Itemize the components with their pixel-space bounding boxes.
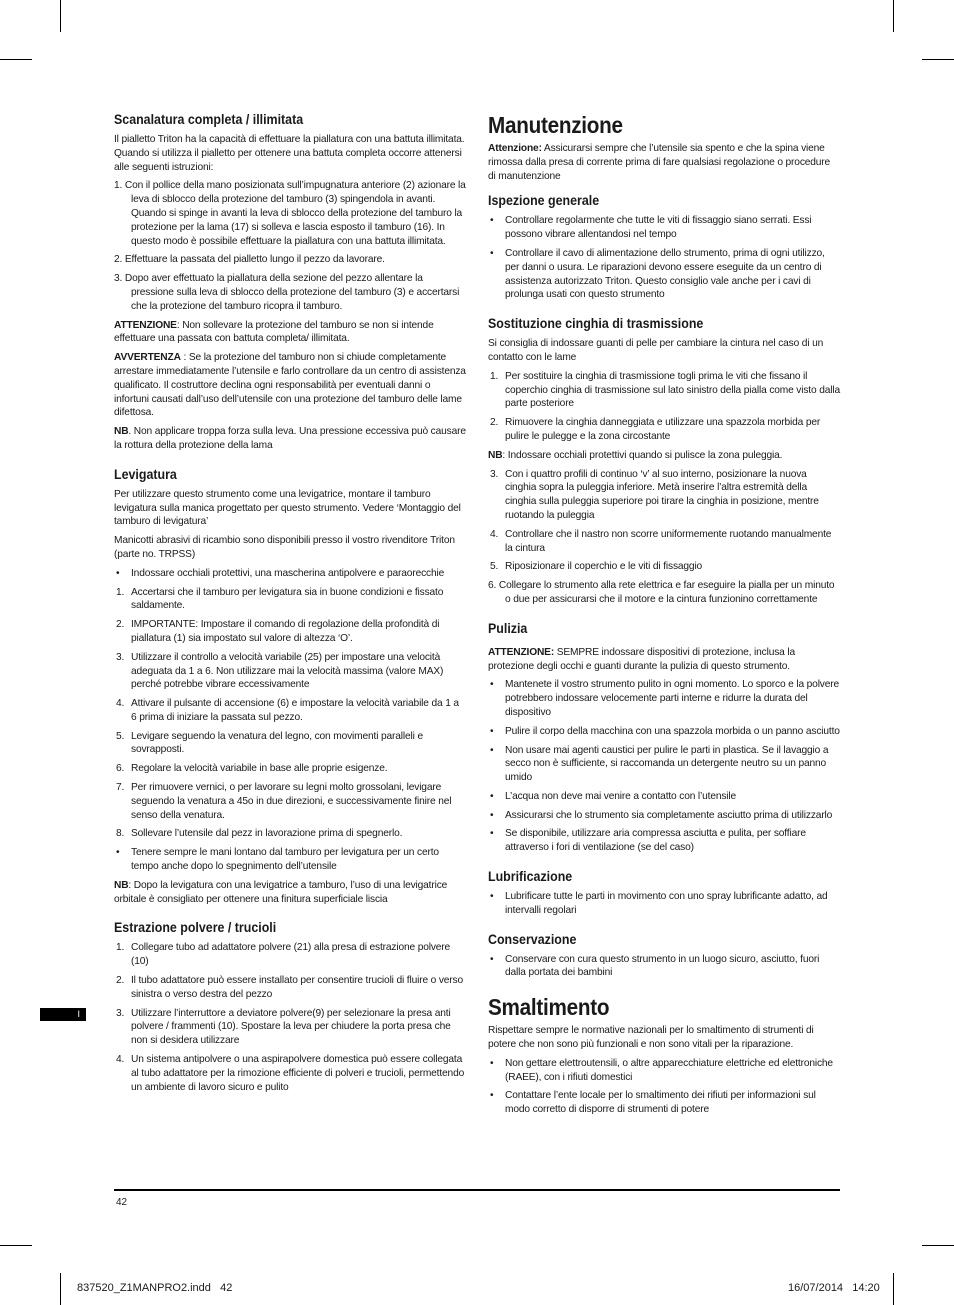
list-item: 3. Con i quattro profili di continuo ‘v’ al suo interno, posizionare la nuova cinghia sopra la puleggia inferiore. Metà inserire l’altra estremità della cinghia sulla puleggia superiore poi tirare la cinghia in posizione, mentre ruotando la puleggia [490,468,819,521]
section-title: Ispezione generale [488,193,600,209]
list-item: • Pulire il corpo della macchina con una spazzola morbida o un panno asciutto [490,725,840,737]
section-pulizia [488,621,840,855]
crop-mark [922,1245,954,1246]
numbered-list [488,579,840,607]
numbered-list [114,586,466,842]
list-item: • Mantenete il vostro strumento pulito in ogni momento. Lo sporco e la polvere potrebbero indossare velocemente parti interne e ridurre la durata del dispositivo [490,679,840,718]
section-title: Pulizia [488,620,528,636]
list-item: • Non usare mai agenti caustici per pulire le parti in plastica. Se il lavaggio a secco non è sufficiente, si raccomanda un detergente neutro su un panno umido [490,744,829,784]
numbered-list [114,179,466,313]
list-item: 3. Utilizzare il controllo a velocità variabile (25) per impostare una velocità adeguata da 1 a 6. Non utilizzare mai la velocità massima (valore MAX) perché potrebbe vibrare eccessivamente [116,651,444,691]
list-item: • Assicurarsi che lo strumento sia completamente asciutto prima di utilizzarlo [490,809,833,821]
list-item: 2. Effettuare la passata del pialletto lungo il pezzo da lavorare. [114,254,385,266]
list-item: 2. IMPORTANTE: Impostare il comando di regolazione della profondità di piallatura (1) sia impostato sul valore di altezza ‘O’. [116,619,440,644]
paragraph: Manicotti abrasivi di ricambio sono disponibili presso il vostro rivenditore Triton (parte no. TRPSS) [114,535,455,560]
section-lubrificazione [488,869,840,918]
numbered-list [488,370,840,444]
page-number: 42 [116,1197,128,1208]
bullet-list [488,953,840,981]
crop-mark [60,0,61,32]
bullet-list [488,678,840,855]
list-item: 4. Attivare il pulsante di accensione (6) e impostare la velocità variabile da 1 a 6 prima di iniziare la passata sul pezzo. [116,698,459,723]
list-item: 4. Controllare che il nastro non scorre uniformemente ruotando manualmente la cintura [490,528,832,554]
bullet-list [488,890,840,918]
paragraph: Per utilizzare questo strumento come una levigatrice, montare il tamburo levigatura sulla manica progettato per questo strumento. Vedere ‘Montaggio del tamburo di levigatura’ [114,488,461,528]
list-item: • Conservare con cura questo strumento in un luogo sicuro, asciutto, fuori dalla portata dei bambini [490,953,820,979]
note: NB: Indossare occhiali protettivi quando si pulisce la zona puleggia. [488,449,783,461]
crop-mark [60,1273,61,1305]
list-item: • Lubrificare tutte le parti in movimento con uno spray lubrificante adatto, ad intervalli regolari [490,891,828,916]
list-item: 1. Con il pollice della mano posizionata sull’impugnatura anteriore (2) azionare la leva di sblocco della protezione del tamburo (3) spingendola in avanti. Quando si spinge in avanti la leva di sblocco della protezione del tamburo la protezione per la lama (17) si solleva e lascia esposto il tamburo (16). In questo modo è possibile effettuare la piallatura con una battuta illimitata. [114,180,466,247]
section-title: Levigatura [114,466,177,482]
bullet-list [114,567,466,581]
list-item: • Indossare occhiali protettivi, una mascherina antipolvere e paraorecchie [116,567,445,579]
list-item: 5. Levigare seguendo la venatura del legno, con movimenti paralleli e sovrapposti. [116,730,423,756]
crop-mark [893,1273,894,1305]
section-title: Estrazione polvere / trucioli [114,920,277,936]
chapter-title: Smaltimento [488,994,610,1021]
list-item: 6. Collegare lo strumento alla rete elettrica e far eseguire la pialla per un minuto o due per assicurarsi che il motore e la cintura funzionino correttamente [488,580,835,605]
crop-mark [922,59,954,60]
section-ispezione [488,193,840,302]
list-item: 3. Utilizzare l’interruttore a deviatore polvere(9) per selezionare la presa anti polvere / frammenti (10). Spostare la leva per chiudere la porta presa che non si desidera utilizzare [116,1007,451,1047]
warning-note: AVVERTENZA : Se la protezione del tamburo non si chiude completamente arrestare immediatamente l’utensile e farlo controllare da un centro di assistenza qualificato. Il costruttore declina ogni responsabilità per eventuali danni o infortuni causati dall’uso dell’utensile con una protezione del tamburo delle lame difettosa. [114,352,466,419]
slug-filename: 837520_Z1MANPRO2.indd 42 [77,1282,233,1294]
list-item: 2. Il tubo adattatore può essere installato per consentire trucioli di fluire o verso sinistra o verso destra del pezzo [116,975,464,1000]
chapter-title: Manutenzione [488,112,623,138]
section-smaltimento [488,994,840,1117]
section-title: Sostituzione cinghia di trasmissione [488,316,704,332]
list-item: • Controllare regolarmente che tutte le viti di fissaggio siano serrati. Essi possono vibrare allentandosi nel tempo [490,215,812,241]
paragraph: Il pialletto Triton ha la capacità di effettuare la piallatura con una battuta illimitata. Quando si utilizza il pialletto per ottenere una battuta completa occorre attenersi alle seguenti istruzioni: [114,134,465,173]
slug-date: 16/07/2014 14:20 [788,1282,880,1294]
list-item: 1. Per sostituire la cinghia di trasmissione togli prima le viti che fissano il coperchio cinghia di trasmissione sul lato sinistro della pialla come visto dalla parte posteriore [490,370,840,410]
paragraph: Rispettare sempre le normative nazionali per lo smaltimento di strumenti di potere che non sono più funzionali e non sono vitali per la riparazione. [488,1025,814,1051]
note: NB. Non applicare troppa forza sulla leva. Una pressione eccessiva può causare la rottura della protezione della lama [114,426,466,451]
warning-note: ATTENZIONE: Non sollevare la protezione del tamburo se non si intende effettuare una passata con battuta completa/ illimitata. [114,319,434,345]
crop-mark [0,59,32,60]
crop-mark [0,1245,32,1246]
list-item: 4. Un sistema antipolvere o una aspirapolvere domestica può essere collegata al tubo adattatore per la rimozione efficiente di polveri e trucioli, permettendo un ambiente di lavoro sicuro e pulito [116,1054,465,1093]
list-item: • Non gettare elettroutensili, o altre apparecchiature elettriche ed elettroniche (RAEE), con i rifiuti domestici [490,1057,833,1083]
list-item: 3. Dopo aver effettuato la piallatura della sezione del pezzo allentare la pressione sulla leva di sblocco della protezione del tamburo (3) e accertarsi che la protezione del tamburo ricopra il tamburo. [114,273,460,312]
bullet-list [114,846,466,874]
list-item: • Contattare l’ente locale per lo smaltimento dei rifiuti per informazioni sul modo corretto di disporre di strumenti di potere [490,1090,816,1116]
warning-note: Attenzione: Assicurarsi sempre che l’utensile sia spento e che la spina viene rimossa dalla presa di corrente prima di fare qualsiasi regolazione o procedure di manutenzione [488,143,831,182]
section-title: Lubrificazione [488,869,573,885]
warning-note: ATTENZIONE: SEMPRE indossare dispositivi di protezione, inclusa la protezione degli occhi e guanti durante la pulizia di questo strumento. [488,646,795,672]
list-item: • L’acqua non deve mai venire a contatto con l’utensile [490,790,737,802]
paragraph: Si consiglia di indossare guanti di pelle per cambiare la cintura nel caso di un contatto con le lame [488,338,824,363]
list-item: 1. Accertarsi che il tamburo per levigatura sia in buone condizioni e fissato saldamente. [116,586,444,612]
right-column [488,112,840,1131]
bullet-list [488,1057,840,1117]
footer-rule [114,1189,840,1191]
numbered-list [488,468,840,575]
list-item: 1. Collegare tubo ad adattatore polvere (21) alla presa di estrazione polvere (10) [116,942,451,968]
section-conservazione [488,932,840,981]
section-estrazione-polvere [114,920,466,1094]
list-item: • Controllare il cavo di alimentazione dello strumento, prima di ogni utilizzo, per danni o usura. Le riparazioni devono essere eseguite da un centro di assistenza autorizzato Triton. Questo consiglio vale anche per i cavi di prolunga usati con questo strumento [490,247,825,301]
section-title: Conservazione [488,931,577,947]
crop-mark [893,0,894,32]
section-scanalatura [114,112,466,453]
list-item: 7. Per rimuovere vernici, o per lavorare su legni molto grossolani, levigare seguendo la venatura a 45o in due direzioni, e successivamente finire nel senso della venatura. [116,782,452,821]
numbered-list [114,941,466,1094]
list-item: 6. Regolare la velocità variabile in base alle proprie esigenze. [116,763,388,775]
note: NB: Dopo la levigatura con una levigatrice a tamburo, l’uso di una levigatrice orbitale è consigliato per ottenere una finitura superficiale liscia [114,879,448,905]
section-levigatura [114,467,466,907]
bullet-list [488,214,840,302]
list-item: • Se disponibile, utilizzare aria compressa asciutta e pulita, per soffiare attraverso i fori di ventilazione (se del caso) [490,828,806,854]
list-item: • Tenere sempre le mani lontano dal tamburo per levigatura per un certo tempo anche dopo lo spegnimento dell’utensile [116,847,439,873]
left-column [114,112,466,1108]
language-tab-marker: I [40,1008,86,1021]
list-item: 8. Sollevare l’utensile dal pezz in lavorazione prima di spegnerlo. [116,828,403,840]
list-item: 5. Riposizionare il coperchio e le viti di fissaggio [490,561,703,573]
section-title: Scanalatura completa / illimitata [114,112,304,127]
list-item: 2. Rimuovere la cinghia danneggiata e utilizzare una spazzola morbida per pulire le pulegge e la zona circostante [490,417,821,442]
section-manutenzione [488,112,840,183]
section-sostituzione-cinghia [488,316,840,607]
